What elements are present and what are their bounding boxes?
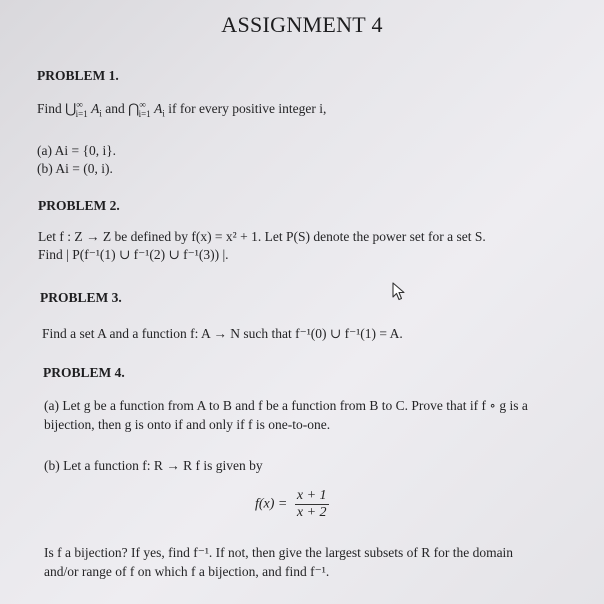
problem-3-heading: PROBLEM 3.	[40, 290, 122, 305]
formula-numerator: x + 1	[296, 488, 327, 503]
problem-4-part-b-line-2: Is f a bijection? If yes, find f⁻¹. If not, then give the largest subsets of R for the domain	[44, 545, 514, 560]
problem-4-part-a-line-2: bijection, then g is onto if and only if f is one-to-one.	[44, 417, 331, 432]
problem-2-line-2: Find | P(f⁻¹(1) ∪ f⁻¹(2) ∪ f⁻¹(3)) |.	[38, 247, 229, 262]
problem-3-line-1: Find a set A and a function f: A → N such that f⁻¹(0) ∪ f⁻¹(1) = A.	[42, 326, 403, 341]
problem-2-line-1: Let f : Z → Z be defined by f(x) = x² + 1. Let P(S) denote the power set for a set S.	[38, 229, 486, 244]
problem-2-heading: PROBLEM 2.	[38, 198, 120, 213]
problem-4-heading: PROBLEM 4.	[43, 365, 125, 380]
problem-1-part-a: (a) Ai = {0, i}.	[37, 143, 117, 158]
formula-denominator: x + 2	[296, 505, 327, 520]
problem-4-part-a-line-1: (a) Let g be a function from A to B and f be a function from B to C. Prove that if f ∘ g is a	[44, 398, 528, 413]
problem-1-part-b: (b) Ai = (0, i).	[37, 161, 113, 176]
formula-fraction	[295, 488, 329, 521]
problem-4-part-b-line-1: (b) Let a function f: R → R f is given by	[44, 458, 263, 473]
formula-lhs: f(x) =	[255, 496, 288, 512]
problem-4-part-b-line-3: and/or range of f on which f a bijection, and find f⁻¹.	[44, 564, 330, 579]
page-title: ASSIGNMENT 4	[221, 12, 383, 37]
mouse-pointer-icon	[392, 282, 406, 302]
problem-1-statement: Find $⋃^\infty_{i=1}$ $A_i$ and $⋂^\infty_{i=1}$ $A_i$ if for every positive integer i,	[37, 99, 327, 119]
function-formula	[255, 488, 329, 521]
problem-1-heading: PROBLEM 1.	[37, 68, 119, 83]
